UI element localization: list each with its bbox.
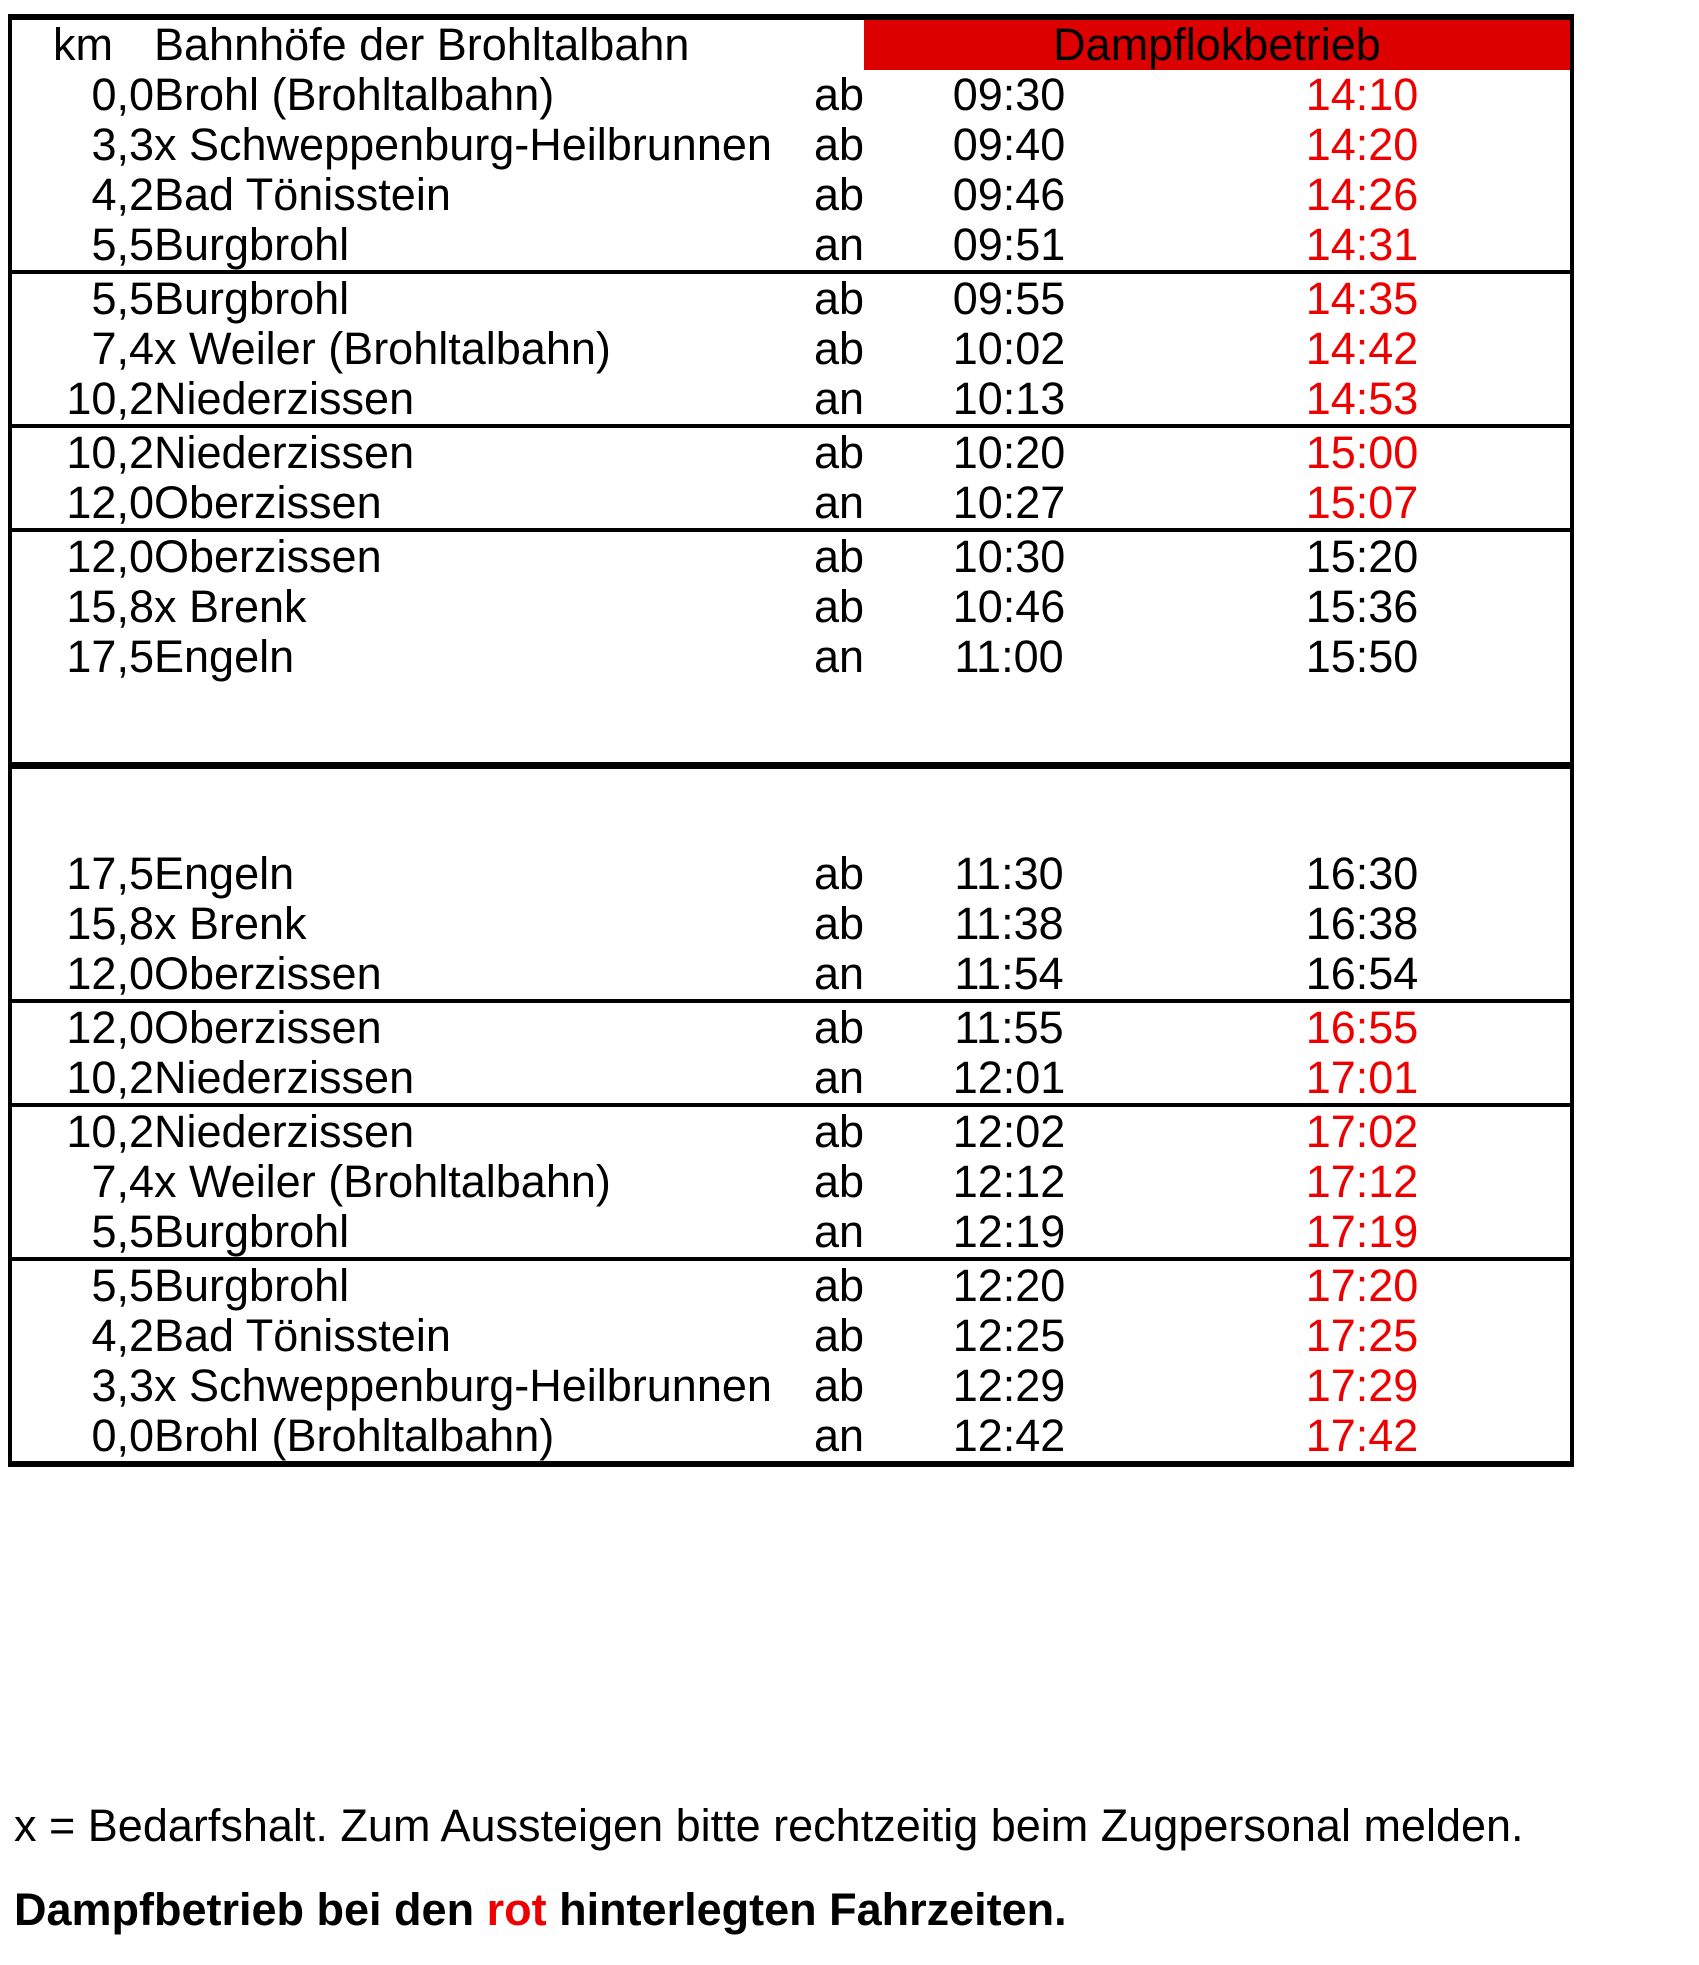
cell-arrdep: an — [774, 478, 864, 530]
cell-time-afternoon: 17:29 — [1305, 1360, 1419, 1411]
table-row — [10, 582, 1572, 632]
spacer-cell — [864, 766, 1154, 850]
cell-time-morning: 12:20 — [952, 1260, 1066, 1311]
cell-time-afternoon: 17:25 — [1305, 1310, 1419, 1361]
cell-km: 3,3 — [91, 119, 154, 170]
cell-time-afternoon: 14:35 — [1305, 273, 1419, 324]
cell-time-afternoon: 17:42 — [1154, 1411, 1572, 1464]
cell-time-afternoon: 16:54 — [1154, 949, 1572, 1001]
table-row — [10, 70, 1572, 120]
cell-time-morning: 10:13 — [864, 374, 1154, 426]
cell-time-morning: 09:46 — [952, 169, 1066, 220]
cell-time-morning: 12:42 — [864, 1411, 1154, 1464]
cell-km: 4,2 — [91, 169, 154, 220]
cell-time-morning: 11:30 — [954, 848, 1064, 899]
table-row — [10, 1259, 1572, 1311]
cell-km: 12,0 — [66, 1002, 154, 1053]
cell-arrdep: ab — [813, 531, 864, 582]
cell-km: 12,0 — [10, 478, 154, 530]
spacer-cell — [864, 682, 1154, 766]
spacer-cell — [10, 766, 154, 850]
cell-station: x Brenk — [154, 898, 307, 949]
cell-time-afternoon: 17:12 — [1305, 1156, 1419, 1207]
header-km: km — [10, 17, 154, 70]
cell-station: Burgbrohl — [154, 220, 774, 272]
cell-time-afternoon: 17:20 — [1305, 1260, 1419, 1311]
cell-time-morning: 10:20 — [952, 427, 1066, 478]
table-row — [10, 1001, 1572, 1053]
cell-station: x Weiler (Brohltalbahn) — [154, 1156, 611, 1207]
cell-time-morning: 10:30 — [952, 531, 1066, 582]
cell-time-morning: 11:38 — [954, 898, 1064, 949]
cell-km: 10,2 — [66, 427, 154, 478]
cell-station: Oberzissen — [154, 949, 774, 1001]
cell-station: Niederzissen — [154, 427, 415, 478]
header-arrdep — [774, 17, 864, 70]
table-row — [10, 478, 1572, 530]
cell-arrdep: ab — [813, 848, 864, 899]
timetable — [8, 14, 1574, 1467]
cell-time-morning: 12:01 — [864, 1053, 1154, 1105]
cell-arrdep: ab — [813, 1156, 864, 1207]
spacer-cell — [774, 682, 864, 766]
cell-arrdep: an — [774, 1053, 864, 1105]
cell-time-afternoon: 16:30 — [1305, 848, 1419, 899]
cell-arrdep: ab — [813, 323, 864, 374]
spacer-row — [10, 766, 1572, 850]
table-row — [10, 949, 1572, 1001]
cell-time-afternoon: 16:38 — [1305, 898, 1419, 949]
cell-station: Bad Tönisstein — [154, 169, 451, 220]
cell-time-morning: 09:51 — [864, 220, 1154, 272]
cell-station: Burgbrohl — [154, 1207, 774, 1259]
spacer-cell — [1154, 766, 1572, 850]
cell-km: 12,0 — [66, 531, 154, 582]
spacer-cell — [1154, 682, 1572, 766]
cell-station: Oberzissen — [154, 478, 774, 530]
header-row — [10, 17, 1572, 70]
cell-time-morning: 10:27 — [864, 478, 1154, 530]
table-row — [10, 1053, 1572, 1105]
cell-station: Niederzissen — [154, 374, 774, 426]
cell-time-afternoon: 16:55 — [1305, 1002, 1419, 1053]
cell-km: 0,0 — [91, 69, 154, 120]
cell-time-morning: 12:25 — [952, 1310, 1066, 1361]
cell-time-afternoon: 15:36 — [1305, 581, 1419, 632]
header-service: Dampflokbetrieb — [864, 17, 1572, 70]
cell-station: Niederzissen — [154, 1053, 774, 1105]
table-row — [10, 272, 1572, 324]
cell-arrdep: ab — [813, 1106, 864, 1157]
timetable-header — [10, 17, 1572, 70]
cell-station: x Schweppenburg-Heilbrunnen — [154, 119, 772, 170]
footnote-rot-word: rot — [486, 1884, 547, 1935]
timetable-body-return — [10, 849, 1572, 1464]
cell-arrdep: ab — [813, 427, 864, 478]
cell-arrdep: ab — [813, 119, 864, 170]
cell-km: 15,8 — [66, 581, 154, 632]
cell-time-afternoon: 14:10 — [1305, 69, 1419, 120]
cell-arrdep: an — [774, 1411, 864, 1464]
cell-km: 5,5 — [10, 220, 154, 272]
cell-time-morning: 11:54 — [864, 949, 1154, 1001]
cell-station: x Brenk — [154, 581, 307, 632]
table-row — [10, 530, 1572, 582]
cell-station: Burgbrohl — [154, 273, 350, 324]
cell-arrdep: ab — [813, 898, 864, 949]
table-row — [10, 426, 1572, 478]
spacer-cell — [154, 682, 774, 766]
cell-station: Oberzissen — [154, 1002, 382, 1053]
cell-time-afternoon: 15:07 — [1154, 478, 1572, 530]
cell-km: 10,2 — [10, 1053, 154, 1105]
header-stations: Bahnhöfe der Brohltalbahn — [154, 17, 774, 70]
table-row — [10, 1311, 1572, 1361]
cell-time-morning: 12:12 — [952, 1156, 1066, 1207]
table-row — [10, 170, 1572, 220]
cell-arrdep: an — [774, 220, 864, 272]
cell-time-morning: 10:46 — [952, 581, 1066, 632]
table-row — [10, 632, 1572, 682]
cell-km: 4,2 — [91, 1310, 154, 1361]
cell-time-afternoon: 15:20 — [1305, 531, 1419, 582]
cell-arrdep: ab — [813, 581, 864, 632]
cell-arrdep: ab — [813, 69, 864, 120]
footnote-text-after: hinterlegten Fahrzeiten. — [546, 1884, 1067, 1935]
cell-km: 17,5 — [66, 848, 154, 899]
cell-station: Oberzissen — [154, 531, 382, 582]
table-row — [10, 1157, 1572, 1207]
footnote-bedarfshalt: x = Bedarfshalt. Zum Aussteigen bitte rechtzeitig beim Zugpersonal melden. — [14, 1800, 1524, 1851]
cell-time-afternoon: 14:20 — [1305, 119, 1419, 170]
cell-km: 0,0 — [10, 1411, 154, 1464]
cell-station: x Weiler (Brohltalbahn) — [154, 323, 611, 374]
table-row — [10, 1207, 1572, 1259]
cell-time-afternoon: 14:42 — [1305, 323, 1419, 374]
cell-km: 17,5 — [66, 631, 154, 682]
cell-time-morning: 12:02 — [952, 1106, 1066, 1157]
cell-km: 10,2 — [10, 374, 154, 426]
cell-arrdep: an — [774, 1207, 864, 1259]
table-row — [10, 849, 1572, 899]
spacer-row — [10, 682, 1572, 766]
cell-km: 5,5 — [10, 1207, 154, 1259]
cell-time-morning: 12:29 — [952, 1360, 1066, 1411]
table-row — [10, 899, 1572, 949]
cell-arrdep: ab — [813, 169, 864, 220]
footnotes — [14, 1795, 1694, 1941]
cell-station: Niederzissen — [154, 1106, 415, 1157]
cell-km: 7,4 — [91, 1156, 154, 1207]
cell-arrdep: ab — [813, 1260, 864, 1311]
spacer-cell — [154, 766, 774, 850]
cell-time-afternoon: 17:02 — [1305, 1106, 1419, 1157]
cell-time-afternoon: 17:01 — [1154, 1053, 1572, 1105]
cell-time-morning: 11:55 — [954, 1002, 1064, 1053]
cell-km: 5,5 — [91, 1260, 154, 1311]
cell-arrdep: an — [813, 631, 864, 682]
cell-time-morning: 12:19 — [864, 1207, 1154, 1259]
cell-station: Bad Tönisstein — [154, 1310, 451, 1361]
cell-time-afternoon: 15:50 — [1305, 631, 1419, 682]
timetable-direction-separator — [10, 682, 1572, 849]
footnote-text-before: Dampfbetrieb bei den — [14, 1884, 487, 1935]
cell-time-morning: 09:30 — [952, 69, 1066, 120]
table-row — [10, 1105, 1572, 1157]
table-row — [10, 374, 1572, 426]
table-row — [10, 324, 1572, 374]
cell-arrdep: ab — [813, 273, 864, 324]
cell-arrdep: ab — [813, 1310, 864, 1361]
cell-km: 7,4 — [91, 323, 154, 374]
cell-km: 5,5 — [91, 273, 154, 324]
cell-time-afternoon: 14:26 — [1305, 169, 1419, 220]
footnote-dampfbetrieb — [14, 1879, 1694, 1941]
cell-station: Burgbrohl — [154, 1260, 350, 1311]
cell-arrdep: ab — [813, 1360, 864, 1411]
cell-time-morning: 09:55 — [952, 273, 1066, 324]
cell-arrdep: an — [774, 949, 864, 1001]
spacer-cell — [774, 766, 864, 850]
cell-km: 12,0 — [10, 949, 154, 1001]
timetable-body-outbound — [10, 70, 1572, 682]
cell-arrdep: ab — [813, 1002, 864, 1053]
cell-time-morning: 09:40 — [952, 119, 1066, 170]
cell-time-afternoon: 17:19 — [1154, 1207, 1572, 1259]
cell-km: 10,2 — [66, 1106, 154, 1157]
cell-station: Brohl (Brohltalbahn) — [154, 1411, 774, 1464]
cell-time-morning: 11:00 — [954, 631, 1064, 682]
spacer-cell — [10, 682, 154, 766]
cell-time-afternoon: 14:31 — [1154, 220, 1572, 272]
table-row — [10, 120, 1572, 170]
table-row — [10, 1411, 1572, 1464]
cell-station: Engeln — [154, 848, 295, 899]
table-row — [10, 220, 1572, 272]
cell-km: 15,8 — [66, 898, 154, 949]
cell-arrdep: an — [774, 374, 864, 426]
cell-time-afternoon: 14:53 — [1154, 374, 1572, 426]
table-row — [10, 1361, 1572, 1411]
cell-station: Engeln — [154, 631, 295, 682]
cell-station: x Schweppenburg-Heilbrunnen — [154, 1360, 772, 1411]
cell-km: 3,3 — [91, 1360, 154, 1411]
cell-time-afternoon: 15:00 — [1305, 427, 1419, 478]
cell-station: Brohl (Brohltalbahn) — [154, 69, 555, 120]
cell-time-morning: 10:02 — [952, 323, 1066, 374]
